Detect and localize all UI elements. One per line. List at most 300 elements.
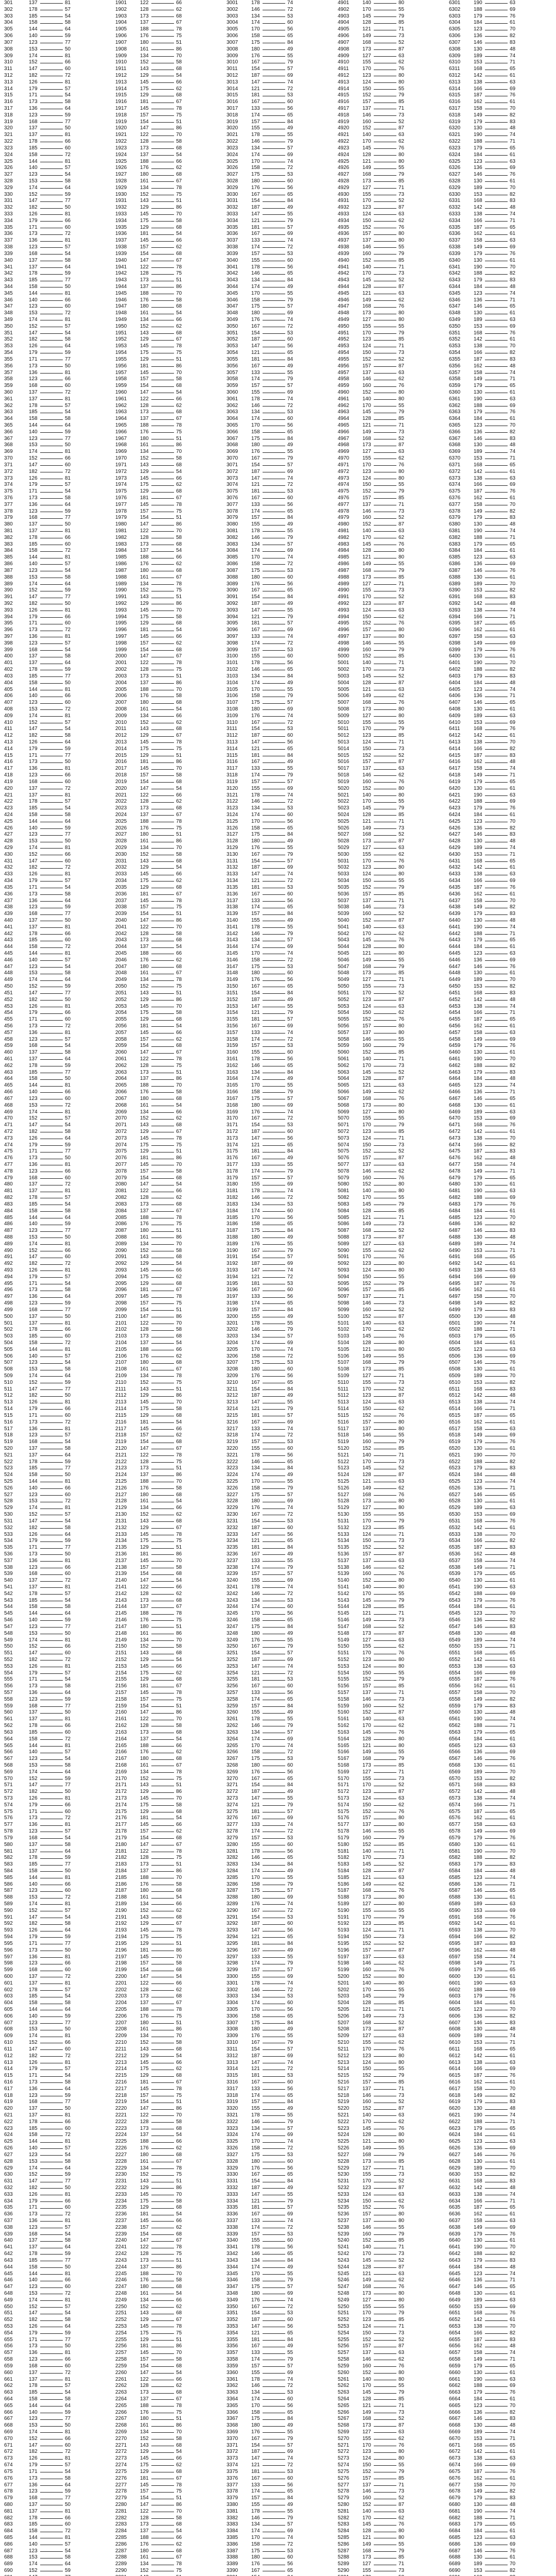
row-value: 179	[29, 878, 38, 885]
grid-row	[222, 766, 334, 772]
grid-row	[0, 984, 111, 990]
row-number: 3154	[227, 1010, 238, 1016]
row-number: 6382	[449, 535, 460, 541]
row-number: 420	[4, 786, 13, 792]
row-value: 144	[29, 291, 38, 297]
grid-row	[334, 805, 445, 812]
row-number: 4976	[338, 495, 349, 502]
row-number: 6324	[449, 152, 460, 159]
grid-row	[111, 125, 222, 132]
row-number: 329	[4, 185, 13, 192]
row-value: 168	[29, 119, 38, 126]
row-value: 137	[29, 528, 38, 535]
row-value: 149	[474, 640, 482, 647]
row-divider	[485, 848, 508, 849]
row-tag: 58	[176, 693, 182, 700]
row-tag: 58	[176, 772, 182, 779]
row-value: 157	[251, 251, 260, 258]
grid-row	[111, 139, 222, 145]
row-number: 3065	[227, 422, 238, 429]
row-tag: 61	[510, 73, 515, 79]
row-number: 393	[4, 607, 13, 614]
grid-row	[334, 937, 445, 944]
row-tag: 57	[65, 1274, 71, 1281]
grid-row	[334, 495, 445, 502]
row-tag: 55	[287, 845, 293, 852]
grid-row	[222, 1043, 334, 1049]
row-value: 145	[362, 277, 371, 284]
grid-row	[0, 1115, 111, 1122]
row-tag: 61	[510, 1261, 515, 1267]
row-value: 187	[251, 601, 260, 607]
row-tag: 70	[176, 845, 182, 852]
grid-row	[0, 112, 111, 119]
row-divider	[374, 465, 396, 466]
row-tag: 51	[176, 911, 182, 918]
row-tag: 63	[398, 449, 404, 455]
row-tag: 66	[65, 614, 71, 621]
row-value: 128	[140, 799, 149, 805]
row-number: 3137	[227, 898, 238, 905]
row-value: 187	[251, 997, 260, 1004]
row-value: 158	[474, 1030, 482, 1037]
row-tag: 79	[287, 297, 293, 304]
row-value: 176	[251, 1109, 260, 1116]
row-divider	[374, 241, 396, 242]
row-value: 157	[362, 363, 371, 370]
row-tag: 63	[398, 607, 404, 614]
row-tag: 53	[287, 1201, 293, 1208]
row-number: 1987	[115, 568, 127, 574]
row-number: 3087	[227, 568, 238, 574]
grid-row	[0, 1089, 111, 1096]
row-value: 145	[140, 1267, 149, 1274]
row-value: 182	[29, 1129, 38, 1136]
row-value: 166	[474, 878, 482, 885]
grid-row	[111, 231, 222, 238]
row-divider	[151, 465, 174, 466]
row-number: 2030	[115, 852, 127, 858]
row-value: 128	[362, 416, 371, 422]
row-value: 136	[29, 1294, 38, 1300]
row-number: 3115	[227, 753, 238, 759]
row-number: 1978	[115, 509, 127, 515]
row-value: 136	[474, 825, 482, 832]
row-number: 3056	[227, 363, 238, 370]
row-divider	[374, 650, 396, 651]
row-number: 455	[4, 1016, 13, 1023]
row-value: 137	[29, 258, 38, 264]
row-number: 2032	[115, 865, 127, 871]
row-tag: 71	[398, 185, 404, 192]
grid-row	[0, 1076, 111, 1082]
row-tag: 78	[176, 422, 182, 429]
grid-row	[111, 73, 222, 79]
row-number: 6344	[449, 284, 460, 291]
row-value: 144	[29, 1082, 38, 1089]
row-divider	[263, 23, 285, 24]
grid-row	[111, 383, 222, 389]
grid-row	[445, 205, 556, 211]
row-tag: 61	[510, 865, 515, 871]
row-value: 136	[474, 693, 482, 700]
row-tag: 79	[287, 139, 293, 145]
row-value: 180	[251, 1234, 260, 1241]
row-tag: 56	[287, 1056, 293, 1063]
row-value: 179	[474, 779, 482, 786]
row-divider	[40, 742, 63, 743]
row-tag: 57	[287, 462, 293, 469]
row-tag: 54	[176, 706, 182, 713]
grid-row	[445, 535, 556, 541]
row-number: 366	[4, 429, 13, 436]
grid-row	[334, 1023, 445, 1030]
row-value: 189	[474, 1109, 482, 1116]
row-value: 185	[29, 673, 38, 680]
row-value: 181	[251, 1016, 260, 1023]
row-number: 3141	[227, 924, 238, 931]
grid-row	[111, 251, 222, 258]
grid-row	[111, 1148, 222, 1155]
row-value: 152	[362, 786, 371, 792]
row-value: 147	[29, 990, 38, 997]
row-value: 145	[140, 898, 149, 905]
row-tag: 64	[65, 1056, 71, 1063]
row-value: 180	[140, 1096, 149, 1103]
row-number: 475	[4, 1148, 13, 1155]
grid-row	[222, 1103, 334, 1109]
row-value: 174	[29, 713, 38, 720]
row-divider	[485, 135, 508, 136]
row-divider	[40, 967, 63, 968]
grid-row	[0, 746, 111, 753]
row-number: 6314	[449, 86, 460, 93]
row-number: 6361	[449, 396, 460, 403]
row-number: 5013	[338, 739, 349, 746]
row-value: 182	[29, 1261, 38, 1267]
row-value: 162	[474, 1155, 482, 1162]
row-divider	[263, 716, 285, 717]
row-divider	[151, 927, 174, 928]
row-number: 4952	[338, 336, 349, 343]
row-number: 3007	[227, 40, 238, 46]
row-tag: 61	[510, 1103, 515, 1109]
grid-row	[445, 693, 556, 700]
row-number: 3178	[227, 1168, 238, 1175]
row-divider	[374, 742, 396, 743]
row-value: 157	[251, 779, 260, 786]
row-number: 6326	[449, 165, 460, 172]
row-value: 152	[362, 389, 371, 396]
row-value: 145	[140, 1294, 149, 1300]
row-divider	[485, 82, 508, 83]
row-tag: 51	[176, 277, 182, 284]
row-tag: 72	[287, 7, 293, 13]
row-tag: 82	[510, 667, 515, 673]
row-tag: 65	[287, 587, 293, 594]
row-value: 144	[29, 422, 38, 429]
row-tag: 61	[510, 1049, 515, 1056]
row-number: 4943	[338, 277, 349, 284]
row-divider	[263, 254, 285, 255]
row-tag: 60	[287, 416, 293, 422]
row-divider	[374, 201, 396, 202]
row-value: 174	[251, 812, 260, 819]
row-number: 4962	[338, 403, 349, 410]
row-value: 123	[29, 1168, 38, 1175]
row-value: 168	[362, 700, 371, 706]
row-value: 175	[140, 746, 149, 753]
row-value: 147	[29, 198, 38, 205]
grid-row	[0, 852, 111, 858]
grid-row	[222, 660, 334, 667]
row-value: 175	[251, 303, 260, 310]
row-tag: 83	[510, 911, 515, 918]
row-divider	[374, 214, 396, 215]
row-divider	[263, 531, 285, 532]
row-divider	[374, 498, 396, 499]
row-value: 152	[140, 587, 149, 594]
row-value: 137	[29, 0, 38, 7]
row-number: 1969	[115, 449, 127, 455]
grid-row	[222, 647, 334, 654]
row-tag: 82	[510, 587, 515, 594]
row-tag: 60	[65, 1254, 71, 1261]
row-divider	[40, 643, 63, 644]
row-tag: 57	[65, 640, 71, 647]
row-number: 3094	[227, 614, 238, 621]
row-number: 2042	[115, 931, 127, 938]
row-tag: 69	[287, 310, 293, 317]
row-tag: 59	[65, 1063, 71, 1070]
row-number: 3185	[227, 1215, 238, 1222]
row-value: 152	[362, 225, 371, 231]
row-tag: 55	[287, 449, 293, 455]
row-tag: 69	[510, 561, 515, 568]
row-number: 3172	[227, 1129, 238, 1136]
row-number: 6372	[449, 469, 460, 476]
row-number: 6494	[449, 1274, 460, 1281]
row-tag: 84	[287, 673, 293, 680]
row-value: 174	[29, 977, 38, 984]
row-number: 6330	[449, 192, 460, 198]
row-tag: 53	[287, 330, 293, 337]
row-tag: 81	[65, 871, 71, 878]
row-tag: 79	[398, 251, 404, 258]
row-value: 173	[362, 46, 371, 53]
row-divider	[40, 703, 63, 704]
row-value: 185	[29, 541, 38, 548]
row-value: 188	[474, 1063, 482, 1070]
row-tag: 80	[398, 1109, 404, 1116]
row-divider	[151, 584, 174, 585]
row-tag: 73	[398, 587, 404, 594]
row-tag: 55	[287, 1162, 293, 1168]
grid-row	[334, 357, 445, 363]
row-value: 134	[140, 581, 149, 588]
row-value: 130	[474, 1181, 482, 1188]
grid-row	[111, 984, 222, 990]
grid-row	[334, 594, 445, 601]
row-divider	[40, 782, 63, 783]
grid-row	[0, 1129, 111, 1136]
row-number: 6375	[449, 488, 460, 495]
row-value: 137	[140, 20, 149, 26]
row-divider	[151, 82, 174, 83]
row-value: 187	[474, 885, 482, 891]
row-tag: 60	[65, 620, 71, 627]
row-tag: 50	[65, 601, 71, 607]
row-number: 3061	[227, 396, 238, 403]
grid-row	[334, 238, 445, 244]
row-divider	[485, 1079, 508, 1080]
row-divider	[485, 208, 508, 209]
row-divider	[374, 617, 396, 618]
row-tag: 71	[510, 1248, 515, 1255]
grid-row	[445, 488, 556, 495]
row-number: 2018	[115, 772, 127, 779]
grid-row	[445, 1076, 556, 1082]
grid-row	[111, 422, 222, 429]
row-number: 5098	[338, 1300, 349, 1307]
row-tag: 85	[398, 20, 404, 26]
grid-row	[445, 1136, 556, 1142]
row-divider	[151, 307, 174, 308]
row-divider	[485, 782, 508, 783]
row-value: 153	[474, 59, 482, 66]
row-number: 6434	[449, 878, 460, 885]
row-number: 3184	[227, 1208, 238, 1215]
row-number: 460	[4, 1049, 13, 1056]
row-divider	[374, 1152, 396, 1153]
row-tag: 80	[398, 152, 404, 159]
grid-row	[0, 33, 111, 40]
row-number: 3024	[227, 152, 238, 159]
row-tag: 53	[287, 1043, 293, 1049]
grid-row	[334, 898, 445, 905]
grid-row	[445, 26, 556, 33]
grid-row	[0, 805, 111, 812]
row-value: 158	[251, 561, 260, 568]
row-value: 175	[251, 964, 260, 971]
grid-row	[222, 198, 334, 205]
grid-row	[445, 739, 556, 746]
row-tag: 52	[398, 277, 404, 284]
grid-row	[334, 838, 445, 845]
row-number: 5100	[338, 1314, 349, 1320]
grid-row	[0, 786, 111, 792]
row-value: 154	[140, 647, 149, 654]
row-number: 6480	[449, 1181, 460, 1188]
row-number: 2038	[115, 904, 127, 911]
row-tag: 60	[287, 1129, 293, 1136]
row-value: 174	[251, 1208, 260, 1215]
row-number: 2067	[115, 1096, 127, 1103]
row-value: 181	[140, 627, 149, 634]
row-number: 442	[4, 931, 13, 938]
row-tag: 76	[510, 1201, 515, 1208]
row-number: 6448	[449, 970, 460, 977]
row-number: 6402	[449, 667, 460, 673]
row-value: 155	[251, 1049, 260, 1056]
row-number: 1955	[115, 357, 127, 363]
grid-row	[111, 885, 222, 891]
grid-row	[111, 964, 222, 971]
row-tag: 52	[398, 990, 404, 997]
grid-row	[334, 218, 445, 225]
row-number: 412	[4, 733, 13, 739]
row-value: 152	[140, 852, 149, 858]
row-number: 3192	[227, 1261, 238, 1267]
row-number: 326	[4, 165, 13, 172]
row-value: 168	[362, 436, 371, 443]
row-tag: 79	[287, 1168, 293, 1175]
row-tag: 68	[176, 805, 182, 812]
grid-row	[334, 231, 445, 238]
row-number: 3036	[227, 231, 238, 238]
row-number: 361	[4, 396, 13, 403]
row-value: 178	[251, 792, 260, 799]
grid-row	[111, 937, 222, 944]
row-divider	[263, 49, 285, 50]
row-value: 153	[29, 838, 38, 845]
grid-row	[222, 627, 334, 634]
row-value: 175	[140, 614, 149, 621]
row-divider	[263, 300, 285, 301]
grid-row	[0, 376, 111, 383]
grid-row	[445, 33, 556, 40]
row-number: 380	[4, 521, 13, 528]
grid-row	[222, 858, 334, 865]
row-number: 368	[4, 442, 13, 449]
grid-row	[445, 165, 556, 172]
row-value: 130	[474, 521, 482, 528]
grid-row	[334, 476, 445, 482]
row-value: 126	[29, 343, 38, 350]
row-divider	[263, 366, 285, 367]
row-divider	[40, 307, 63, 308]
row-divider	[485, 254, 508, 255]
row-value: 179	[474, 251, 482, 258]
grid-row	[222, 753, 334, 759]
row-value: 137	[29, 1181, 38, 1188]
row-number: 6301	[449, 0, 460, 7]
grid-row	[0, 317, 111, 324]
row-value: 128	[140, 1195, 149, 1201]
grid-row	[334, 832, 445, 838]
row-tag: 74	[287, 951, 293, 957]
row-value: 145	[140, 766, 149, 772]
row-divider	[374, 340, 396, 341]
row-divider	[485, 465, 508, 466]
row-value: 178	[251, 0, 260, 7]
row-tag: 80	[398, 79, 404, 86]
row-value: 179	[474, 409, 482, 416]
row-tag: 59	[65, 825, 71, 832]
row-divider	[374, 518, 396, 519]
row-value: 180	[251, 574, 260, 581]
grid-row	[222, 1155, 334, 1162]
grid-row	[0, 706, 111, 713]
grid-row	[445, 1037, 556, 1043]
row-tag: 79	[287, 852, 293, 858]
row-value: 182	[29, 733, 38, 739]
row-tag: 69	[510, 165, 515, 172]
row-tag: 66	[65, 931, 71, 938]
row-value: 157	[140, 509, 149, 515]
row-value: 145	[140, 502, 149, 509]
row-divider	[485, 947, 508, 948]
